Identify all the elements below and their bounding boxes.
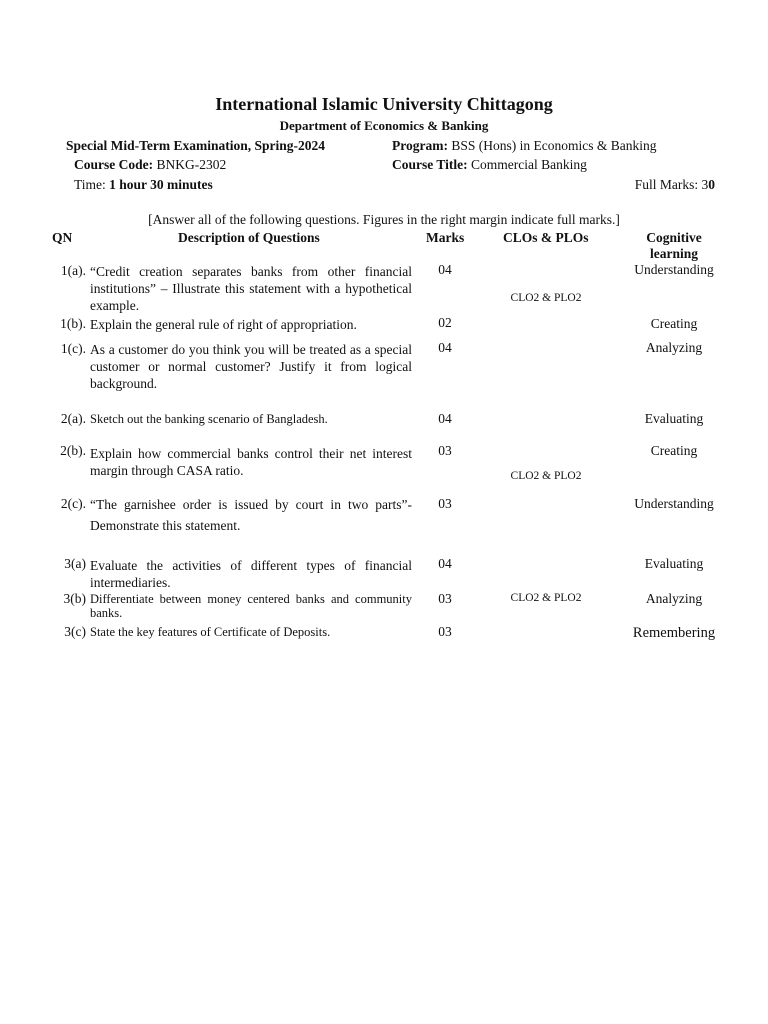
question-marks: 04 — [438, 556, 452, 571]
university-title: International Islamic University Chittagong — [215, 94, 553, 114]
cognitive-level: Understanding — [634, 262, 714, 277]
instructions: [Answer all of the following questions. Figures in the right margin indicate full marks.] — [148, 212, 620, 227]
full-marks-value: 0 — [708, 177, 715, 192]
department-name: Department of Economics & Banking — [279, 118, 489, 133]
question-marks: 04 — [438, 340, 452, 355]
question-text: State the key features of Certificate of Deposits. — [90, 625, 331, 639]
full-marks — [635, 177, 715, 193]
column-header-marks: Marks — [426, 230, 465, 245]
clo-plo-label: CLO2 & PLO2 — [510, 470, 582, 482]
question-number: 1(a). — [60, 263, 86, 278]
course-title-value: Commercial Banking — [471, 157, 587, 172]
full-marks-label: Full Marks: 3 — [634, 177, 709, 192]
clo-plo-label: CLO2 & PLO2 — [510, 292, 582, 304]
cognitive-level: Understanding — [634, 496, 714, 511]
cognitive-level: Remembering — [632, 625, 716, 641]
question-text: Differentiate between money centered banks and community banks. — [90, 592, 412, 620]
column-header-clos: CLOs & PLOs — [503, 230, 589, 245]
question-marks: 03 — [438, 591, 452, 606]
cognitive-level: Evaluating — [644, 556, 704, 571]
question-number: 1(c). — [60, 341, 86, 356]
program-value: BSS (Hons) in Economics & Banking — [451, 138, 657, 153]
cognitive-level: Analyzing — [645, 340, 703, 355]
course-title-label: Course Title: — [392, 157, 468, 172]
question-number: 3(a) — [64, 556, 86, 571]
course-code-line — [74, 157, 226, 173]
cognitive-level: Creating — [650, 443, 698, 458]
course-code-label: Course Code: — [74, 157, 154, 172]
question-text: “Credit creation separates banks from other financial institutions” – Illustrate this statement with a hypothetical example. — [90, 264, 412, 313]
time-line — [74, 177, 213, 193]
question-number: 2(c). — [60, 496, 86, 511]
column-header-qn: QN — [52, 230, 73, 245]
question-number: 3(b) — [63, 591, 86, 606]
question-text: Evaluate the activities of different types of financial intermediaries. — [90, 558, 412, 590]
time-value: 1 hour 30 minutes — [109, 177, 213, 192]
time-label: Time: — [74, 177, 106, 192]
course-title-line — [392, 157, 587, 173]
question-text: “The garnishee order is issued by court in two parts”- Demonstrate this statement. — [90, 497, 412, 533]
question-marks: 04 — [438, 411, 452, 426]
question-marks: 04 — [438, 262, 452, 277]
cognitive-level: Creating — [650, 316, 698, 331]
question-number: 2(a). — [60, 411, 86, 426]
question-text: Sketch out the banking scenario of Bangladesh. — [90, 412, 328, 426]
question-marks: 03 — [438, 624, 452, 639]
question-marks: 03 — [438, 496, 452, 511]
cognitive-level: Analyzing — [645, 591, 703, 606]
question-text: Explain the general rule of right of appropriation. — [90, 317, 357, 332]
question-number: 1(b). — [60, 316, 86, 331]
column-header-cognitive — [615, 230, 733, 262]
course-code-value: BNKG-2302 — [156, 157, 227, 172]
question-text: As a customer do you think you will be treated as a special customer or normal customer? Justify it from logical background. — [90, 342, 412, 391]
question-number: 3(c) — [64, 624, 86, 639]
cognitive-level: Evaluating — [644, 411, 704, 426]
column-header-cognitive-line2: learning — [649, 246, 698, 261]
column-header-cognitive-line1: Cognitive — [646, 230, 702, 245]
question-text: Explain how commercial banks control their net interest margin through CASA ratio. — [90, 446, 412, 478]
question-marks: 03 — [438, 443, 452, 458]
question-marks: 02 — [438, 315, 452, 330]
clo-plo-label: CLO2 & PLO2 — [510, 592, 582, 604]
program-label: Program: — [392, 138, 448, 153]
exam-name: Special Mid-Term Examination, Spring-2024 — [66, 138, 326, 153]
program-line — [392, 138, 656, 154]
column-header-description: Description of Questions — [178, 230, 320, 245]
question-number: 2(b). — [60, 443, 86, 458]
